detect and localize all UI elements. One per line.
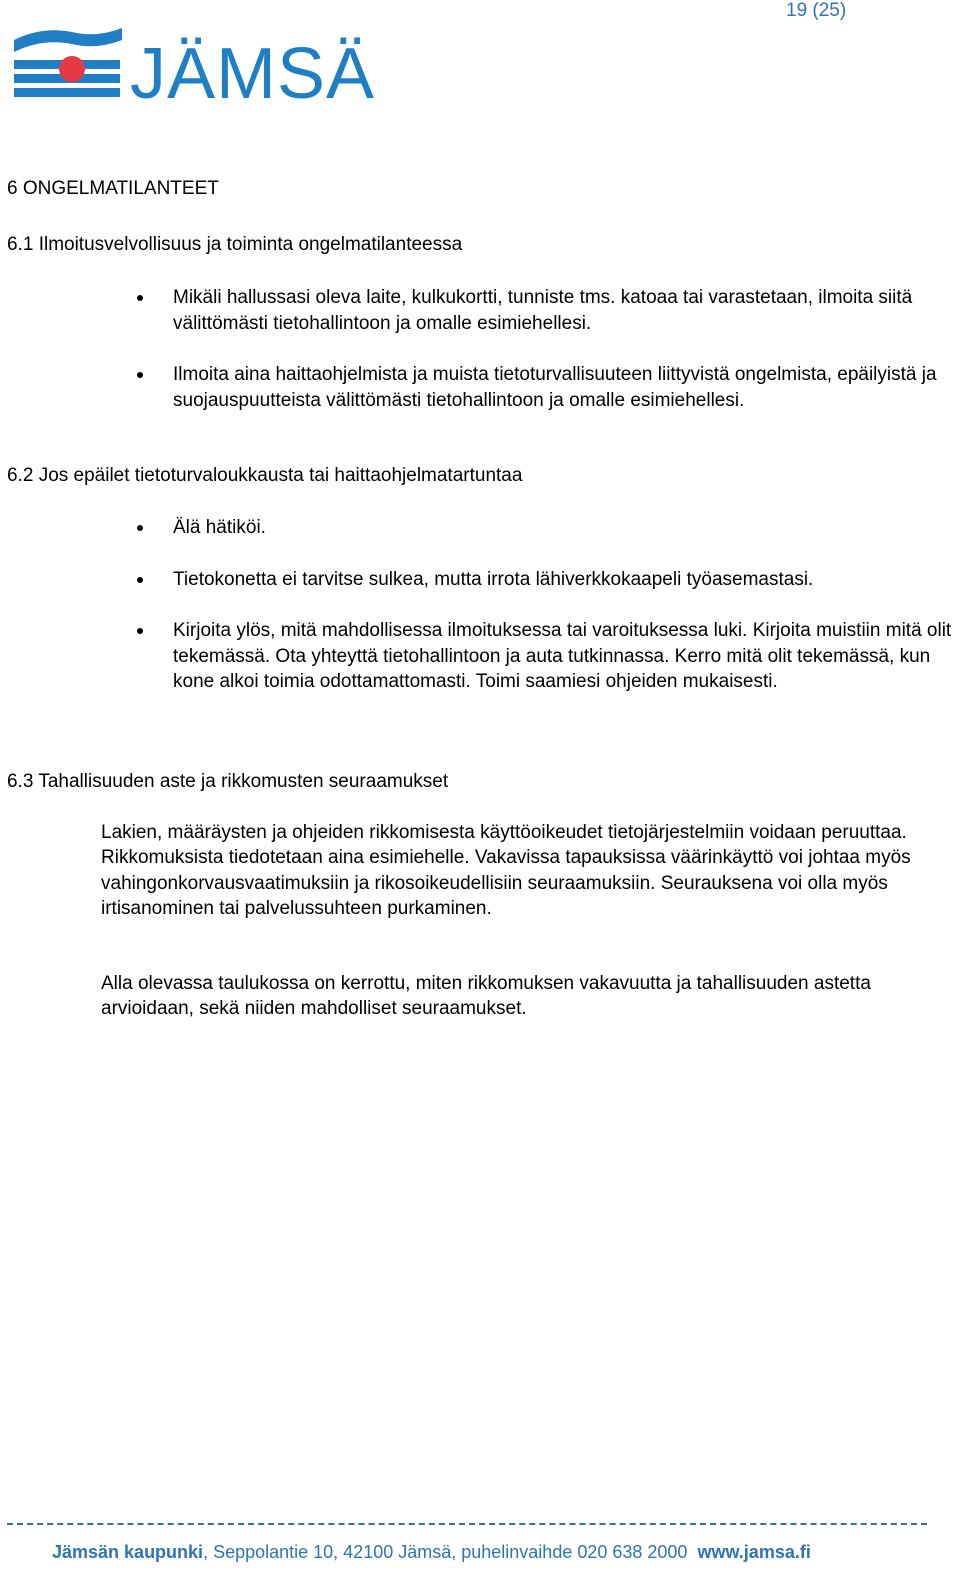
bullet-icon [137, 525, 143, 531]
section-6-3-paragraph-1: Lakien, määräysten ja ohjeiden rikkomisesta käyttöoikeudet tietojärjestelmiin voidaan peruuttaa. Rikkomuksista tiedotetaan aina esimiehelle. Vakavissa tapauksissa väärinkäyttö voi johtaa myös vahingonkorvausvaatimuksiin ja rikosoikeudellisiin seuraamuksiin. Seurauksena voi olla myös irtisanominen tai palvelussuhteen purkaminen. [101, 822, 911, 919]
footer-address: , Seppolantie 10, 42100 Jämsä, puhelinvaihde 020 638 2000 [203, 1542, 688, 1562]
list-item: Tietokonetta ei tarvitse sulkea, mutta irrota lähiverkkokaapeli työasemastasi. [0, 567, 790, 593]
section-6-2-heading: 6.2 Jos epäilet tietoturvaloukkausta tai haittaohjelmatartuntaa [7, 465, 523, 486]
bullet-icon [137, 577, 143, 583]
bullet-icon [137, 628, 143, 634]
svg-text:JÄMSÄ: JÄMSÄ [130, 34, 376, 114]
list-item: Kirjoita ylös, mitä mahdollisessa ilmoituksessa tai varoituksessa luki. Kirjoita muistiin mitä olit tekemässä. Ota yhteyttä tietohallintoon ja auta tutkinnassa. Kerro mitä olit tekemässä, kun kone alkoi toimia odottamattomasti. Toimi saamiesi ohjeiden mukaisesti. [0, 618, 790, 695]
list-item: Mikäli hallussasi oleva laite, kulkukortti, tunniste tms. katoaa tai varastetaan, ilmoita siitä välittömästi tietohallintoon ja omalle esimiehellesi. [0, 285, 790, 336]
jamsa-logo [12, 22, 376, 114]
section-6-heading: 6 ONGELMATILANTEET [7, 178, 219, 199]
footer-divider [7, 1523, 927, 1525]
section-6-1-list [0, 285, 937, 413]
bullet-icon [137, 295, 143, 301]
page-number: 19 (25) [786, 0, 847, 21]
footer-organization: Jämsän kaupunki [52, 1542, 204, 1562]
footer [52, 1540, 811, 1564]
section-6-3-heading: 6.3 Tahallisuuden aste ja rikkomusten seuraamukset [7, 771, 449, 792]
footer-website-link[interactable]: www.jamsa.fi [697, 1542, 811, 1562]
section-6-2-list [0, 515, 952, 695]
section-6-3-paragraph-2: Alla olevassa taulukossa on kerrottu, miten rikkomuksen vakavuutta ja tahallisuuden astetta arvioidaan, sekä niiden mahdolliset seuraamukset. [101, 973, 871, 1020]
list-item: Älä hätiköi. [0, 515, 790, 541]
bullet-icon [137, 372, 143, 378]
section-6-1-heading: 6.1 Ilmoitusvelvollisuus ja toiminta ongelmatilanteessa [7, 234, 463, 255]
list-item: Ilmoita aina haittaohjelmista ja muista tietoturvallisuuteen liittyvistä ongelmista, epäilyistä ja suojauspuutteista välittömästi tietohallintoon ja omalle esimiehellesi. [0, 362, 790, 413]
